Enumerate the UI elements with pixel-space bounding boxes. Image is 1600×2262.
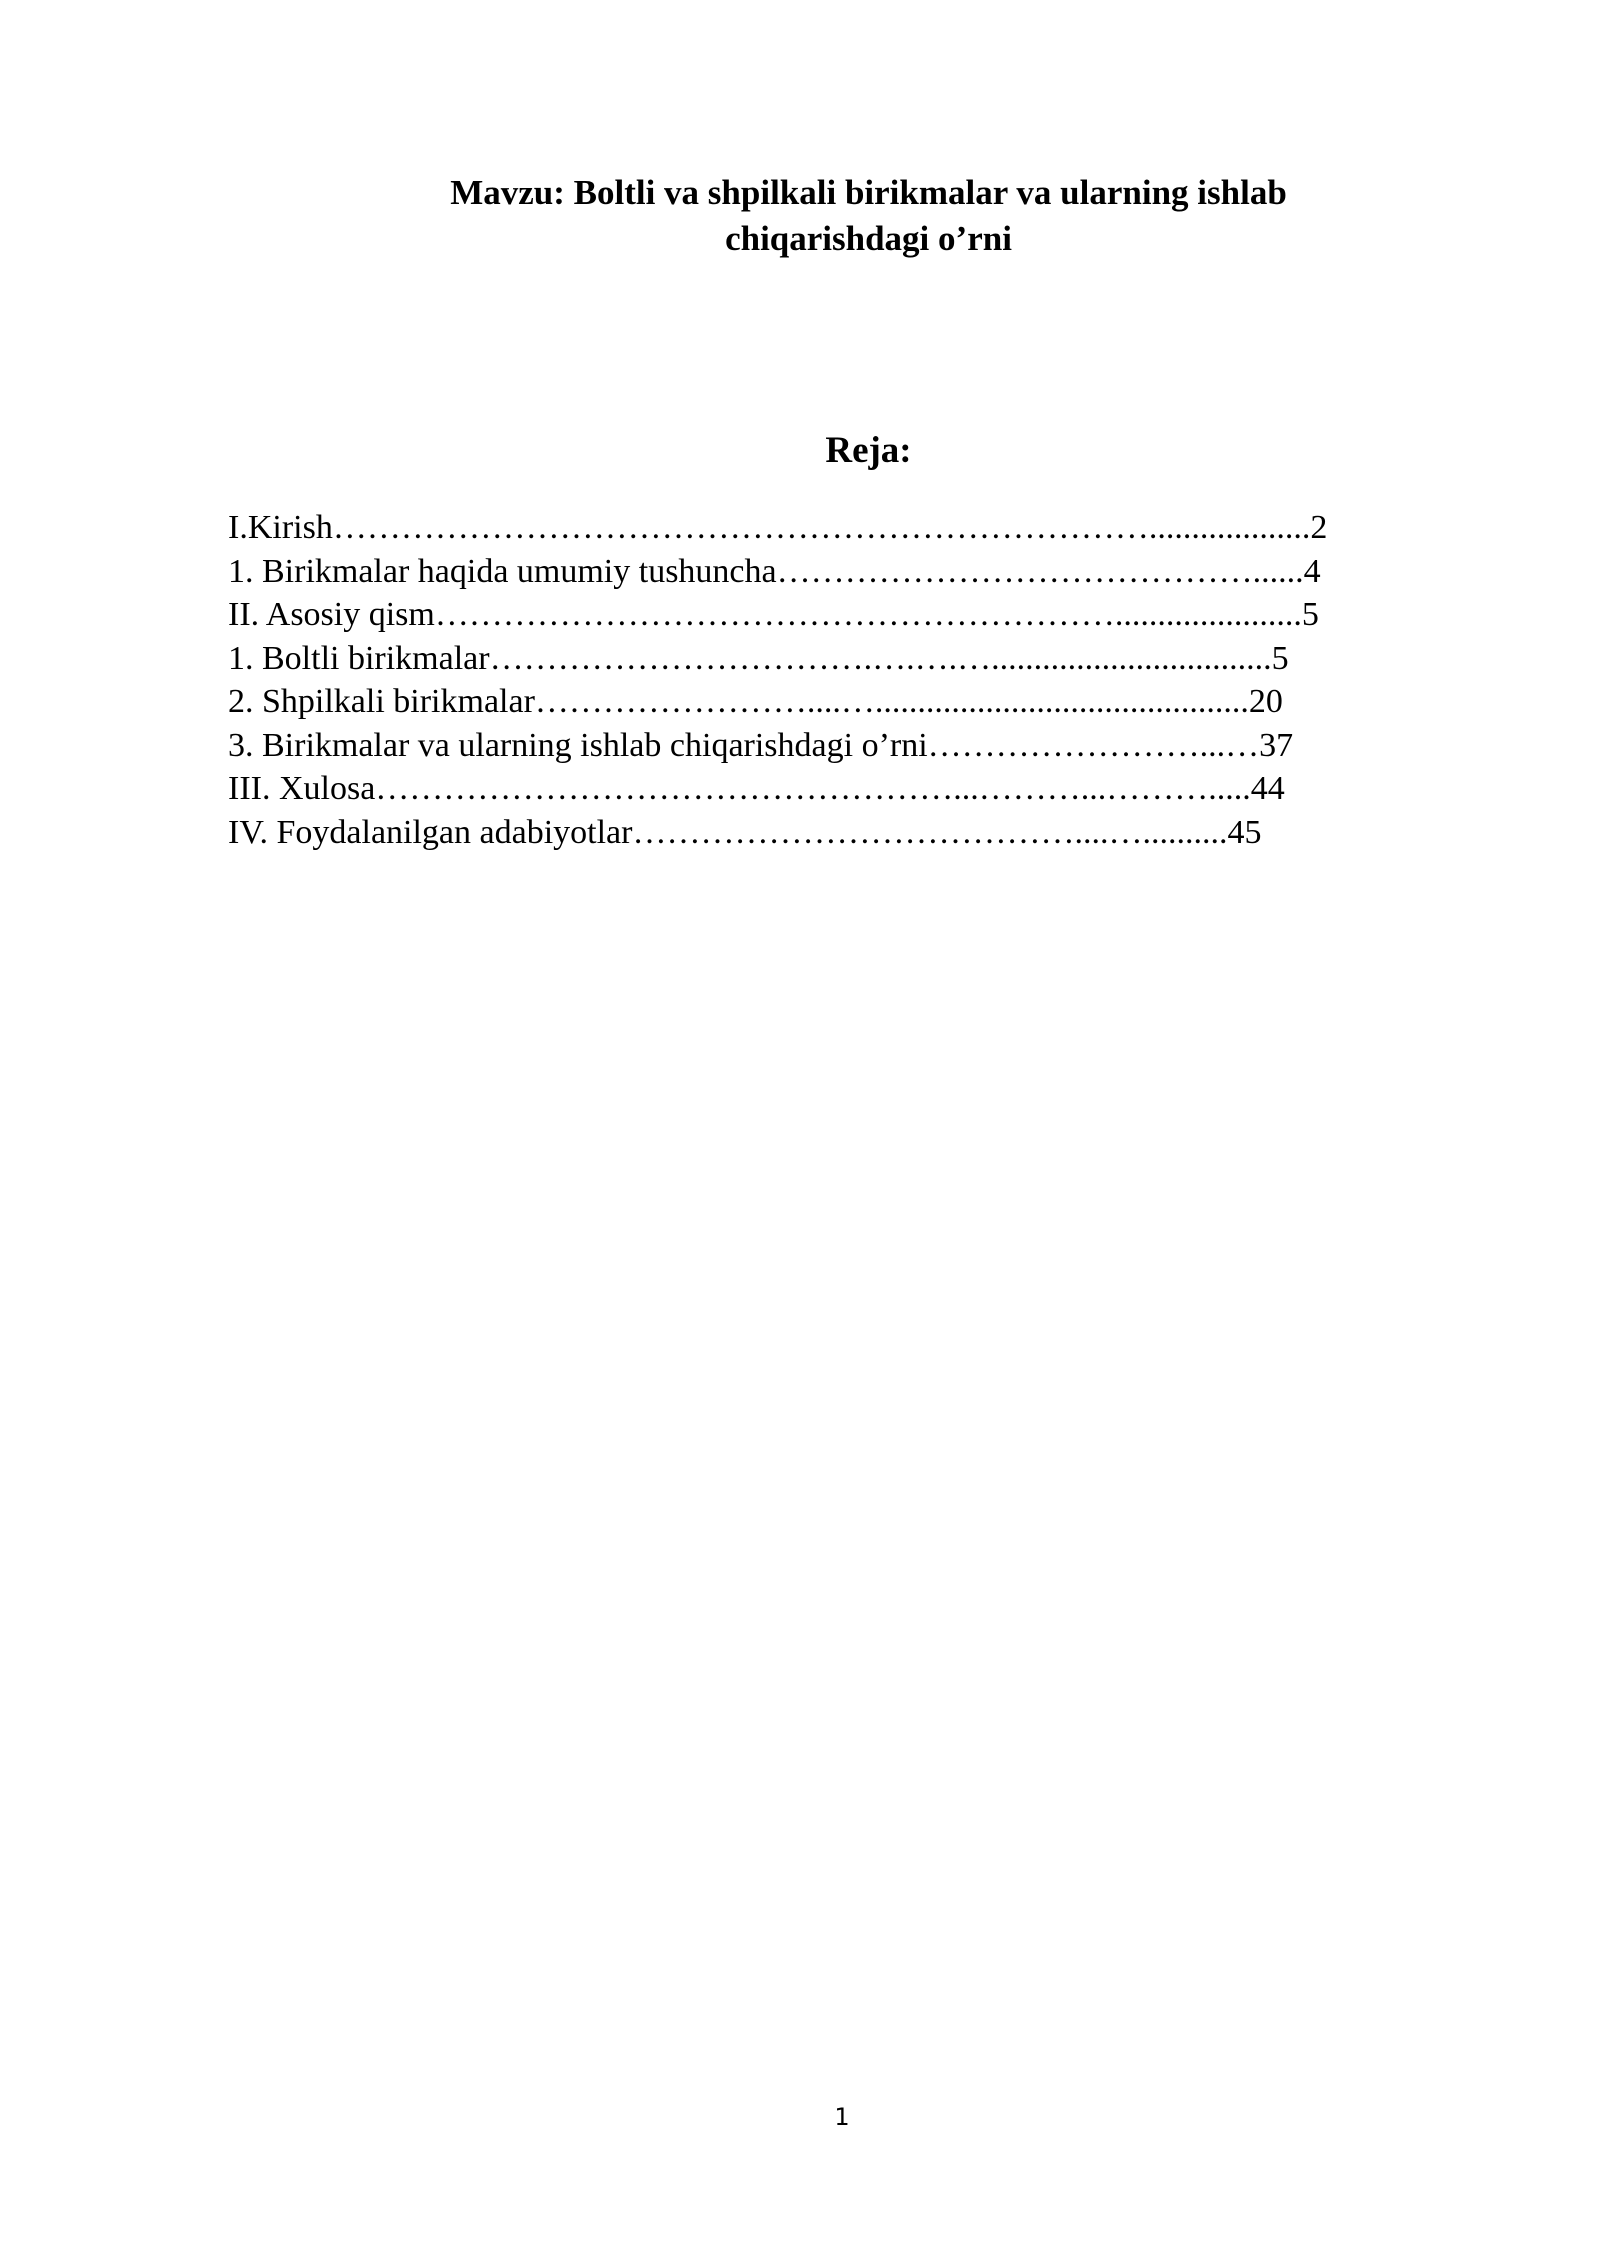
title-line-2: chiqarishdagi o’rni — [725, 219, 1012, 258]
toc-entry-general-concept: 1. Birikmalar haqida umumiy tushuncha……………………………………......4 — [228, 552, 1321, 590]
toc-entry-joints-in-production: 3. Birikmalar va ularning ishlab chiqarishdagi o’rni……………………...…37 — [228, 726, 1294, 764]
toc-entry-bolted-joints: 1. Boltli birikmalar…………………………….….….….................................5 — [228, 639, 1289, 677]
title-line-1: Mavzu: Boltli va shpilkali birikmalar va ularning ishlab — [450, 173, 1287, 212]
toc-entry-stud-joints: 2. Shpilkali birikmalar……………………....…............................................20 — [228, 683, 1283, 720]
table-of-contents — [228, 506, 1448, 854]
page-number: 1 — [834, 2103, 850, 2131]
plan-heading: Reja: — [825, 430, 912, 471]
toc-entry-conclusion: III. Xulosa……………………………………………...………...……….....44 — [228, 770, 1285, 807]
toc-entry-references: IV. Foydalanilgan adabiyotlar…………………………………....…..........45 — [228, 813, 1262, 851]
document-title — [0, 170, 1600, 262]
toc-entry-introduction: I.Kirish………………………………………………………………...................2 — [228, 509, 1328, 546]
toc-entry-main-part: II. Asosiy qism……………………………………………………......................5 — [228, 596, 1319, 633]
